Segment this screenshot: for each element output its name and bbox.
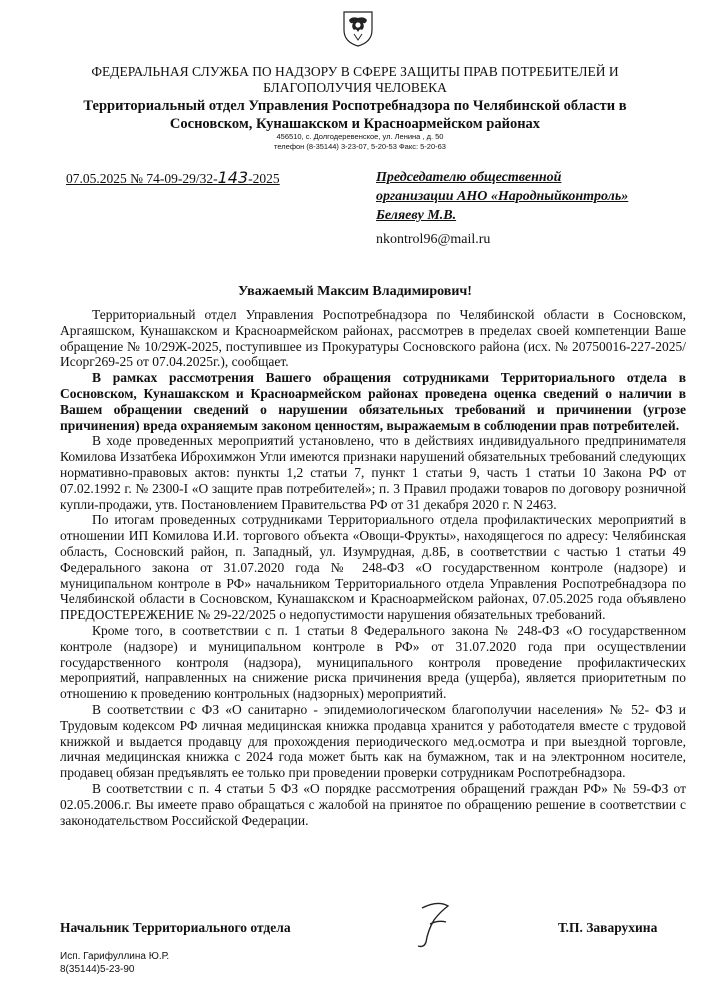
paragraph-4: По итогам проведенных сотрудниками Территориального отдела профилактических мероприятий в отношении ИП Комилова И.И. торгового объекта «Овощи-Фрукты», находящегося по адресу: Челябинская область, Сосновский район, п. Западный, ул. Изумрудная, д.8Б, в соответствии с частью 1 статьи 49 Федерального закона от 31.07.2020 года № 248-ФЗ «О государственном контроле (надзоре) и муниципальном контроле в РФ» начальником Территориального отдела Управления Роспотребнадзора по Челябинской области в Сосновском, Кунашакском и Красноармейском районах, 07.05.2025 года объявлено ПРЕДОСТЕРЕЖЕНИЕ № 29-22/2025 о недопустимости нарушения обязательных требований. (60, 512, 686, 623)
paragraph-7: В соответствии с п. 4 статьи 5 ФЗ «О порядке рассмотрения обращений граждан РФ» № 59-ФЗ от 02.05.2006.г. Вы имеете право обращаться с жалобой на принятое по обращению решение в соответствии с законодательством Российской Федерации. (60, 780, 686, 828)
greeting: Уважаемый Максим Владимирович! (238, 284, 472, 299)
paragraph-3: В ходе проведенных мероприятий установлено, что в действиях индивидуального предпринимателя Комилова Иззатбека Иброхимжон Угли имеются признаки нарушений обязательных требований следующих нормативно-правовых актов: пункты 1,2 статьи 7, пункт 1 статьи 9, часть 1 статьи 10 Закона РФ от 07.02.1992 г. № 2300-I «О защите прав потребителей»; п. 3 Правил продажи товаров по договору розничной купли-продажи, утв. Постановлением Правительства РФ от 31 декабря 2020 г. N 2463. (60, 433, 686, 512)
recipient-line2: организации АНО «Народныйконтроль» (376, 189, 629, 204)
recipient-line1: Председателю общественной (376, 170, 562, 185)
paragraph-2: В рамках рассмотрения Вашего обращения сотрудниками Территориального отдела в Сосновском, Кунашакском и Красноармейском районах проведена оценка сведений о наличии в Вашем обращении сведений о нарушении обязательных требований и причинении (угрозе причинения) вреда охраняемым законом ценностям, выражаемым в соблюдении прав потребителей. (60, 370, 686, 433)
registration-line (66, 168, 280, 187)
handwritten-number: 143 (217, 168, 249, 187)
paragraph-6: В соответствии с ФЗ «О санитарно - эпидемиологическом благополучии населения» № 52- ФЗ и Трудовым кодексом РФ личная медицинская книжка продавца хранится у работодателя вместе с трудовой книжкой и выдается продавцу для прохождения периодического мед.осмотра и при выездной торговле, личная медицинская книжка с 2024 года может быть как на бумажном, так и на электронном носителе, продавец обязан предъявлять ее только при проведении проверки сотрудникам Роспотребнадзора. (60, 701, 686, 781)
department-title-line1: Территориальный отдел Управления Роспотребнадзора по Челябинской области в (83, 98, 627, 114)
paragraph-5: Кроме того, в соответствии с п. 1 статьи 8 Федерального закона № 248-ФЗ «О государственном контроле (надзоре) и муниципальном контроле в РФ» от 31.07.2020 года при осуществлении государственного контроля (надзора), муниципального контроля проведение профилактических мероприятий, направленных на снижение риска причинения вреда (ущерба), является приоритетным по отношению к проведению контрольных (надзорных) мероприятий. (60, 622, 686, 702)
department-title-line2: Сосновском, Кунашакском и Красноармейском районах (169, 116, 541, 132)
recipient-line3: Беляеву М.В. (376, 208, 457, 223)
agency-title (60, 64, 650, 96)
department-address: 456510, с. Долгодеревенское, ул. Ленина , д. 50 (276, 132, 444, 141)
registration-date-number: 07.05.2025 № 74-09-29/32- (66, 171, 218, 186)
paragraph-1: Территориальный отдел Управления Роспотребнадзора по Челябинской области в Сосновском, Аргаяшском, Кунашакском и Красноармейском районах, рассмотрев в пределах своей компетенции Ваше обращение № 10/29Ж-2025, поступившее из Прокуратуры Сосновского района (исх. № 20750016-227-2025/Исорг269-25 от 07.04.2025г.), сообщает. (60, 307, 686, 370)
department-title (50, 97, 660, 133)
agency-title-line2: БЛАГОПОЛУЧИЯ ЧЕЛОВЕКА (263, 80, 447, 95)
recipient-email: nkontrol96@mail.ru (376, 232, 491, 247)
signatory-position: Начальник Территориального отдела (60, 920, 291, 935)
department-contacts (200, 132, 520, 152)
executor-info (60, 950, 169, 976)
handwritten-signature (404, 898, 468, 952)
department-phones: телефон (8-35144) 3-23-07, 5-20-53 Факс: 5-20-63 (274, 142, 446, 151)
executor-phone: 8(35144)5-23-90 (60, 964, 135, 975)
registration-year: -2025 (248, 171, 280, 186)
signatory-name: Т.П. Заварухина (558, 920, 658, 935)
recipient-block (376, 168, 686, 225)
executor-name: Исп. Гарифуллина Ю.Р. (60, 951, 170, 962)
coat-of-arms-emblem (340, 8, 376, 48)
letter-body (60, 307, 686, 828)
agency-title-line1: ФЕДЕРАЛЬНАЯ СЛУЖБА ПО НАДЗОРУ В СФЕРЕ ЗАЩИТЫ ПРАВ ПОТРЕБИТЕЛЕЙ И (91, 64, 619, 79)
